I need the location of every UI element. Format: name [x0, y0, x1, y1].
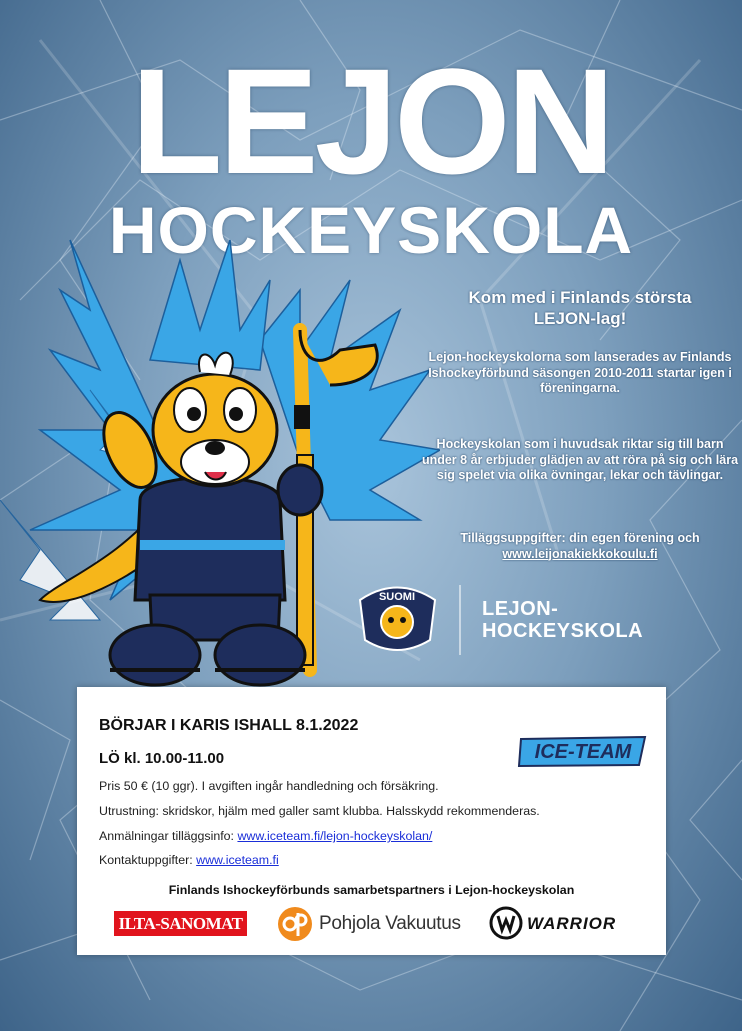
- warrior-logo: WARRIOR: [527, 914, 617, 933]
- contact-label: Kontaktuppgifter:: [99, 853, 197, 867]
- tagline: Kom med i Finlands största LEJON-lag!: [468, 288, 692, 328]
- partners-heading: Finlands Ishockeyförbunds samarbetspartners i Lejon-hockeyskolan: [168, 883, 575, 897]
- logo-line-2: HOCKEYSKOLA: [482, 620, 644, 642]
- info-panel: [77, 687, 666, 955]
- ice-team-logo-text: ICE-TEAM: [534, 741, 632, 763]
- lejon-hockeyskola-logo: [350, 580, 470, 660]
- contact-info: [99, 853, 279, 867]
- intro-paragraph: Lejon-hockeyskolorna som lanserades av Finlands Ishockeyförbund säsongen 2010-2011 startar igen i föreningarna.: [428, 350, 732, 395]
- warrior-logo-icon: [489, 906, 523, 940]
- pohjola-vakuutus-logo: Pohjola Vakuutus: [319, 913, 461, 934]
- signup-link[interactable]: www.iceteam.fi/lejon-hockeyskolan/: [237, 829, 433, 843]
- more-info-paragraph: [420, 531, 740, 562]
- description-paragraph: Hockeyskolan som i huvudsak riktar sig till barn under 8 år erbjuder glädjen av att röra på sig och lära sig spelet via olika övningar, lekar och tävlingar.: [421, 437, 739, 482]
- contact-link[interactable]: www.iceteam.fi: [196, 853, 279, 867]
- more-info-text: Tilläggsuppgifter: din egen förening och: [460, 531, 700, 545]
- start-date-heading: BÖRJAR I KARIS ISHALL 8.1.2022: [99, 717, 359, 734]
- signup-info: [99, 829, 432, 843]
- logo-wordmark: [482, 598, 643, 642]
- logo-line-1: LEJON-: [482, 598, 559, 620]
- time-heading: LÖ kl. 10.00-11.00: [99, 750, 225, 767]
- pohjola-logo-icon: [277, 906, 313, 942]
- leijonakiekkokoulu-link[interactable]: www.leijonakiekkokoulu.fi: [502, 546, 658, 561]
- signup-label: Anmälningar tilläggsinfo:: [99, 829, 238, 843]
- ice-team-logo: [517, 733, 649, 769]
- equipment-info: Utrustning: skridskor, hjälm med galler samt klubba. Halsskydd rekommenderas.: [99, 804, 540, 818]
- title: LEJON: [130, 37, 612, 205]
- price-info: Pris 50 € (10 ggr). I avgiften ingår handledning och försäkring.: [99, 779, 439, 793]
- logo-badge-text: SUOMI: [378, 591, 416, 603]
- subtitle: HOCKEYSKOLA: [108, 193, 634, 267]
- ilta-sanomat-logo: ILTA-SANOMAT: [114, 911, 247, 936]
